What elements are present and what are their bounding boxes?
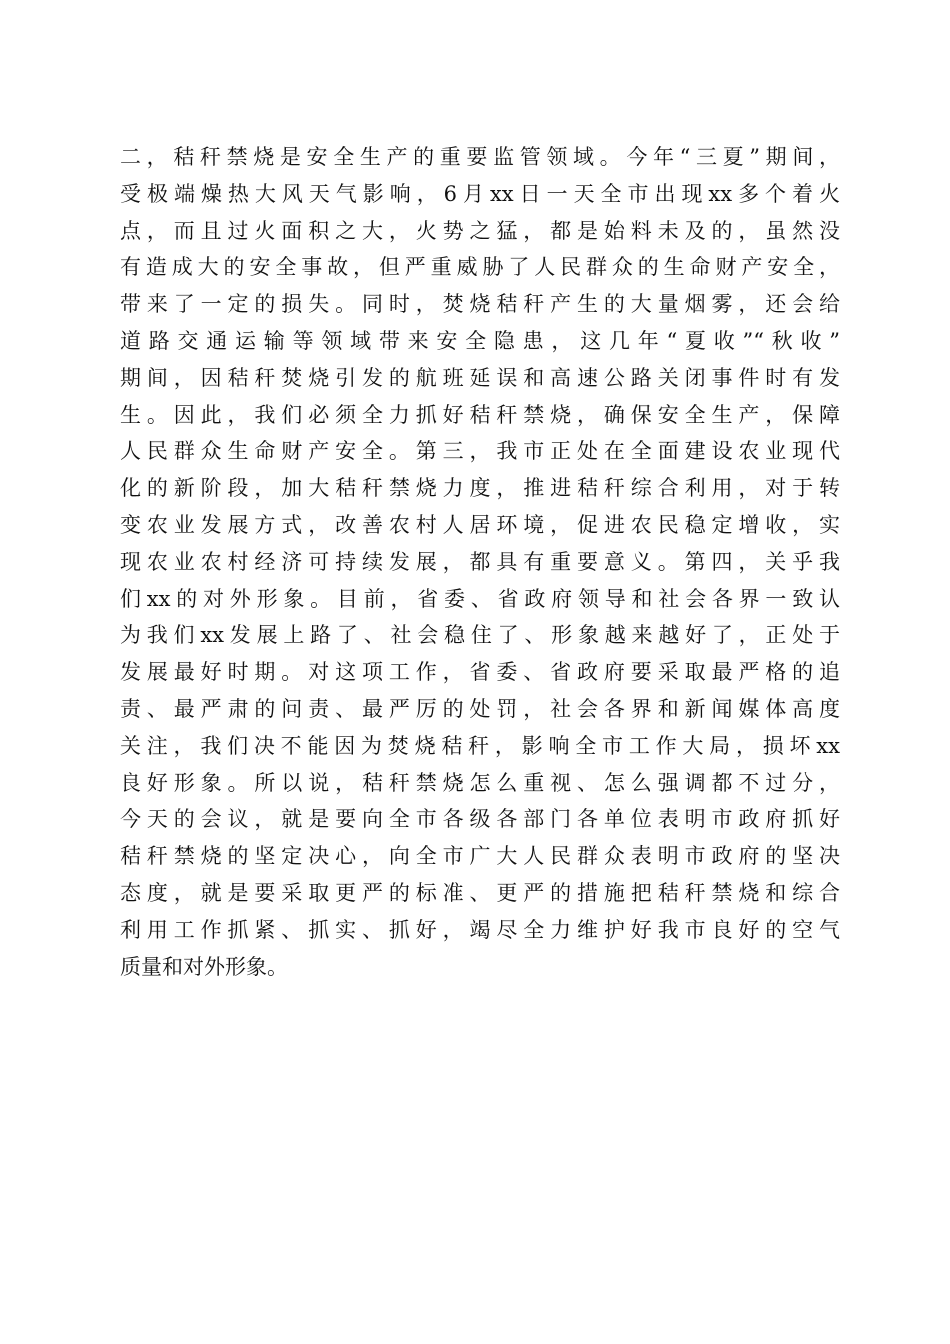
paragraph-line: 现农业农村经济可持续发展，都具有重要意义。第四，关乎我 bbox=[120, 549, 840, 574]
paragraph-line: 生。因此，我们必须全力抓好秸秆禁烧，确保安全生产，保障 bbox=[120, 402, 840, 427]
paragraph-line: 关注，我们决不能因为焚烧秸秆，影响全市工作大局，损坏xx bbox=[120, 733, 840, 758]
paragraph-line: 们xx的对外形象。目前，省委、省政府领导和社会各界一致认 bbox=[120, 586, 840, 611]
paragraph-line: 利用工作抓紧、抓实、抓好，竭尽全力维护好我市良好的空气 bbox=[120, 917, 840, 942]
paragraph-line: 化的新阶段，加大秸秆禁烧力度，推进秸秆综合利用，对于转 bbox=[120, 476, 840, 501]
paragraph-line: 变农业发展方式，改善农村人居环境，促进农民稳定增收，实 bbox=[120, 512, 840, 537]
body-paragraph bbox=[120, 139, 840, 985]
paragraph-line: 带来了一定的损失。同时，焚烧秸秆产生的大量烟雾，还会给 bbox=[120, 292, 840, 317]
paragraph-line: 有造成大的安全事故，但严重威胁了人民群众的生命财产安全， bbox=[120, 255, 840, 280]
paragraph-line: 良好形象。所以说，秸秆禁烧怎么重视、怎么强调都不过分， bbox=[120, 770, 840, 795]
paragraph-line: 人民群众生命财产安全。第三，我市正处在全面建设农业现代 bbox=[120, 439, 840, 464]
paragraph-line: 期间，因秸秆焚烧引发的航班延误和高速公路关闭事件时有发 bbox=[120, 365, 840, 390]
paragraph-line: 二，秸秆禁烧是安全生产的重要监管领域。今年“三夏”期间， bbox=[120, 145, 840, 169]
paragraph-line: 发展最好时期。对这项工作，省委、省政府要采取最严格的追 bbox=[120, 660, 840, 685]
paragraph-line: 点，而且过火面积之大，火势之猛，都是始料未及的，虽然没 bbox=[120, 218, 840, 243]
paragraph-line: 今天的会议，就是要向全市各级各部门各单位表明市政府抓好 bbox=[120, 807, 840, 832]
paragraph-line: 责、最严肃的问责、最严厉的处罚，社会各界和新闻媒体高度 bbox=[120, 696, 840, 721]
paragraph-line: 秸秆禁烧的坚定决心，向全市广大人民群众表明市政府的坚决 bbox=[120, 844, 840, 869]
paragraph-line: 道路交通运输等领域带来安全隐患，这几年“夏收”“秋收” bbox=[120, 328, 840, 353]
paragraph-line: 为我们xx发展上路了、社会稳住了、形象越来越好了，正处于 bbox=[120, 623, 840, 648]
paragraph-line: 态度，就是要采取更严的标准、更严的措施把秸秆禁烧和综合 bbox=[120, 880, 840, 905]
paragraph-line: 受极端燥热大风天气影响，6月xx日一天全市出现xx多个着火 bbox=[120, 181, 840, 206]
paragraph-line-last: 质量和对外形象。 bbox=[120, 954, 288, 979]
